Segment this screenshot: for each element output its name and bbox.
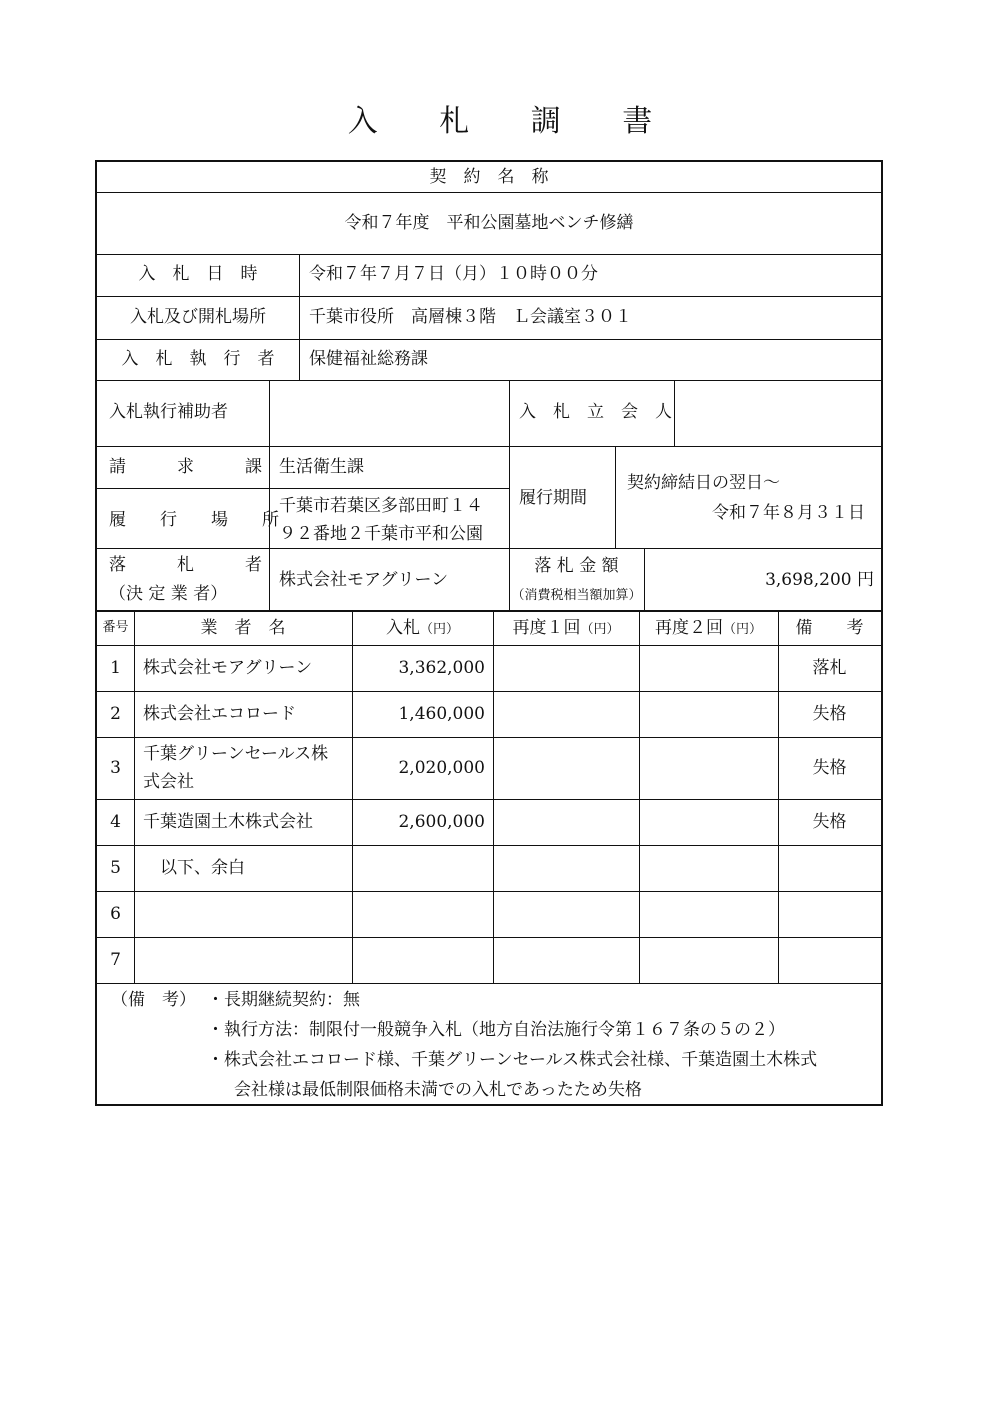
row-1-vendor: 株式会社モアグリーン [143, 658, 313, 678]
header-rebid1: 再度１回（円） [512, 618, 620, 638]
header-vendor: 業 者 名 [200, 618, 286, 638]
winning-amount-label-line1: 落 札 金 額 [534, 556, 619, 576]
contract-label: 契 約 名 称 [429, 167, 549, 187]
winner-label-line2: （決 定 業 者） [109, 584, 228, 604]
winner-value: 株式会社モアグリーン [279, 570, 449, 590]
period-value-line2: 令和７年８月３１日 [712, 503, 865, 523]
period-label: 履行期間 [519, 488, 587, 508]
row-2-bid: 1,460,000 [398, 704, 485, 724]
notes-line1: ・長期継続契約：無 [207, 990, 360, 1010]
contract-name: 令和７年度 平和公園墓地ベンチ修繕 [344, 213, 634, 233]
notes-line4: 会社様は最低制限価格未満での入札であったため失格 [234, 1080, 642, 1100]
bid-place-value: 千葉市役所 高層棟３階 Ｌ会議室３０１ [309, 307, 632, 327]
billing-dept-label: 請 求 課 [109, 457, 262, 477]
row-3-no: 3 [110, 758, 121, 778]
work-place-value-line1: 千葉市若葉区多部田町１４ [279, 496, 483, 516]
row-7-no: 7 [110, 950, 121, 970]
row-3-remark: 失格 [812, 758, 847, 778]
row-1-remark: 落札 [812, 658, 847, 678]
notes-line3: ・株式会社エコロード様、千葉グリーンセールス株式会社様、千葉造園土木株式 [207, 1050, 818, 1070]
assistant-label: 入札執行補助者 [109, 402, 228, 422]
work-place-label: 履 行 場 所 [109, 510, 279, 530]
executor-label: 入 札 執 行 者 [121, 349, 275, 369]
period-value-line1: 契約締結日の翌日～ [627, 473, 780, 493]
row-3-vendor-line2: 式会社 [143, 772, 194, 792]
row-6-no: 6 [110, 904, 121, 924]
winning-amount-label-line2: （消費税相当額加算） [511, 588, 642, 603]
header-no: 番号 [102, 620, 129, 635]
header-remarks: 備 考 [795, 618, 864, 638]
row-2-no: 2 [110, 704, 121, 724]
winning-amount-value: 3,698,200 円 [765, 570, 874, 590]
bid-date-value: 令和７年７月７日（月）１０時００分 [309, 264, 598, 284]
notes-line2: ・執行方法：制限付一般競争入札（地方自治法施行令第１６７条の５の２） [207, 1020, 785, 1040]
header-rebid2: 再度２回（円） [654, 618, 762, 638]
winner-label-line1: 落 札 者 [109, 555, 262, 575]
bid-place-label: 入札及び開札場所 [130, 307, 266, 327]
header-bid: 入札（円） [385, 618, 459, 638]
document-title: 入 札 調 書 [347, 104, 679, 139]
notes-label: （備 考） [111, 990, 196, 1010]
row-2-vendor: 株式会社エコロード [143, 704, 296, 724]
row-5-no: 5 [110, 858, 121, 878]
row-5-vendor: 以下、余白 [143, 858, 245, 878]
row-3-bid: 2,020,000 [398, 758, 485, 778]
bid-report-table [95, 160, 883, 1106]
executor-value: 保健福祉総務課 [309, 349, 428, 369]
row-1-bid: 3,362,000 [398, 658, 485, 678]
bid-date-label: 入 札 日 時 [138, 264, 258, 284]
row-2-remark: 失格 [812, 704, 847, 724]
row-4-no: 4 [110, 812, 121, 832]
row-4-bid: 2,600,000 [398, 812, 485, 832]
row-1-no: 1 [110, 658, 121, 678]
row-4-vendor: 千葉造園土木株式会社 [143, 812, 313, 832]
witness-label: 入 札 立 会 人 [519, 402, 672, 422]
row-4-remark: 失格 [812, 812, 847, 832]
row-3-vendor-line1: 千葉グリーンセールス株 [143, 744, 329, 764]
billing-dept-value: 生活衛生課 [279, 457, 364, 477]
work-place-value-line2: ９２番地２千葉市平和公園 [279, 524, 483, 544]
